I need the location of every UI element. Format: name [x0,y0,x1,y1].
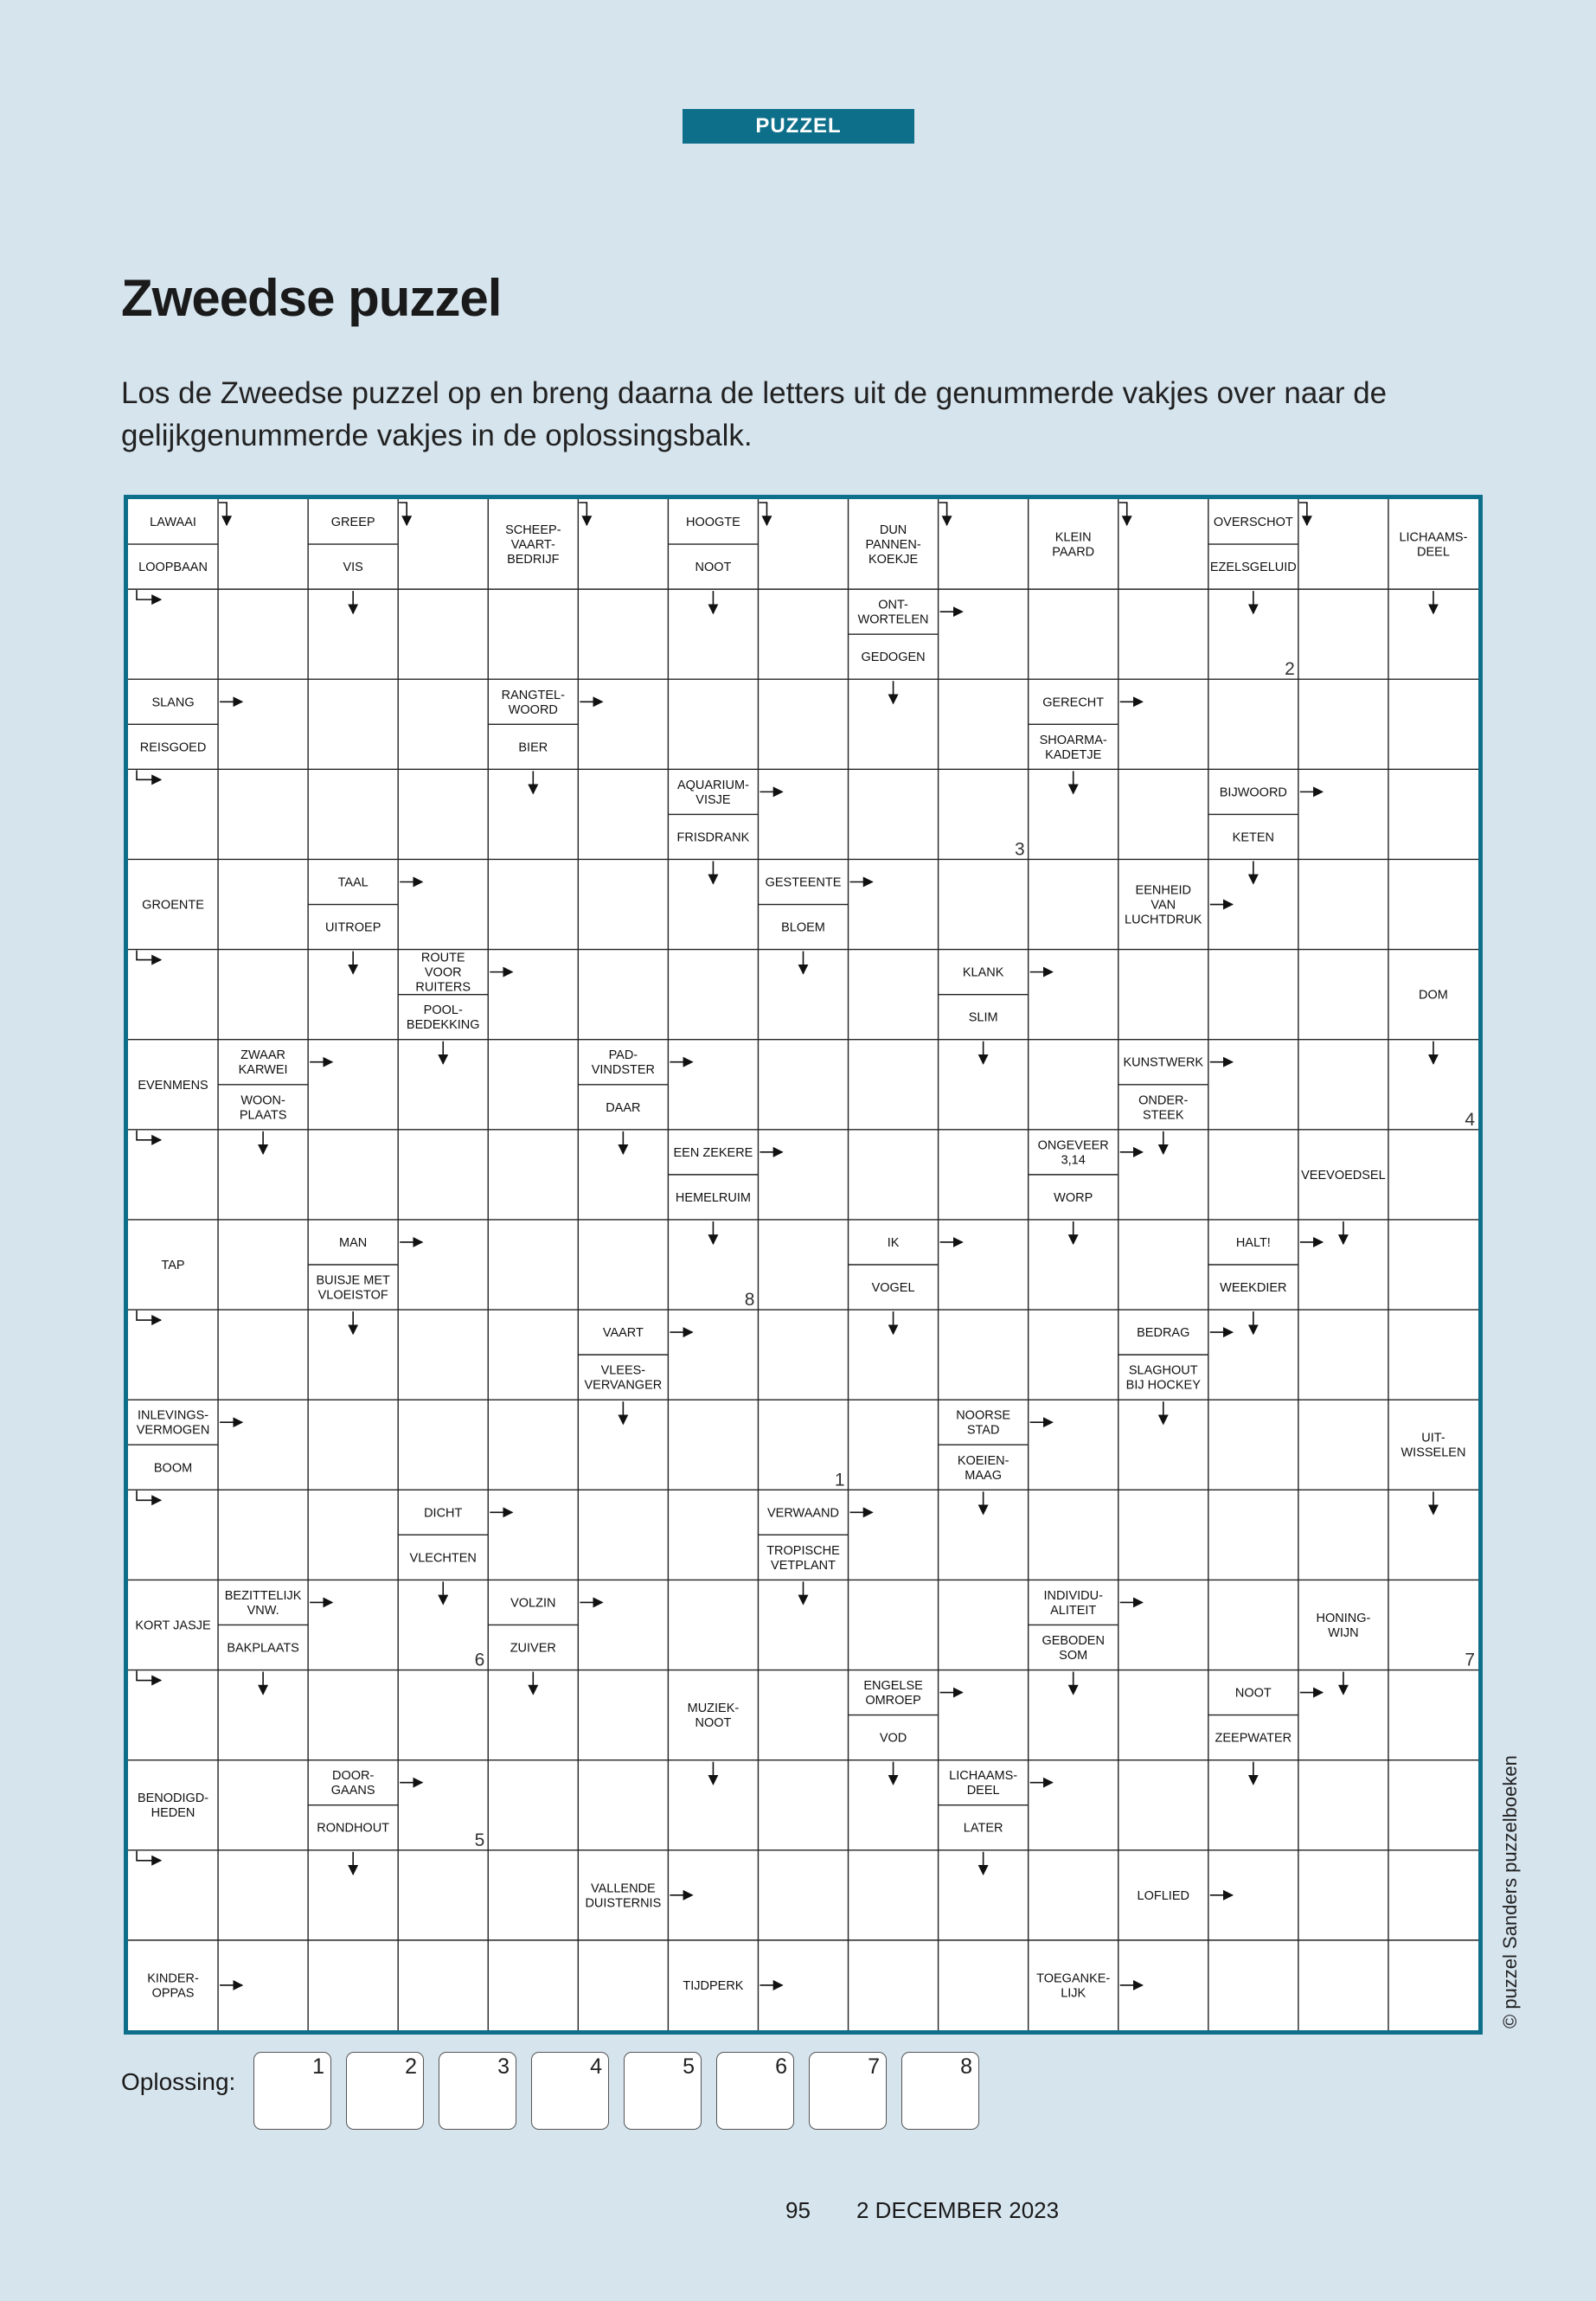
clue-text: VOLZIN [510,1596,556,1611]
clue-text: ONT-WORTELEN [857,598,929,627]
cell-number: 3 [1014,839,1025,860]
clue-text: VERWAAND [767,1506,839,1521]
clue-text: LICHAAMS-DEEL [1399,530,1468,560]
clue-text: SCHEEP-VAART-BEDRIJF [505,523,561,567]
solution-box[interactable] [901,2052,979,2130]
clue-text: GROENTE [142,898,204,913]
clue-text: NOOT [1234,1686,1272,1701]
grid-svg [128,499,1478,2030]
clue-text: UITROEP [324,920,381,935]
copyright-note: © puzzel Sanders puzzelboeken [1499,1755,1521,2029]
clue-text: DAAR [606,1100,641,1115]
clue-text: LICHAAMS-DEEL [949,1769,1018,1798]
clue-text: WEEKDIER [1220,1281,1287,1295]
clue-text: FRISDRANK [676,830,750,845]
clue-arrow [219,503,227,525]
clue-arrow [1119,503,1127,525]
clue-text: VOD [879,1731,907,1746]
cell-number: 4 [1465,1109,1475,1130]
clue-text: PAD-VINDSTER [591,1048,656,1078]
clue-text: BIJWOORD [1219,785,1287,800]
clue-text: KLEIN PAARD [1052,530,1095,560]
cell-number: 2 [1285,659,1295,680]
clue-text: ZEEPWATER [1215,1731,1292,1746]
clue-arrow [579,503,586,525]
clue-text: VEEVOEDSEL [1301,1168,1386,1183]
solution-box-number: 7 [868,2054,880,2079]
clue-text: NOORSE STAD [956,1408,1011,1438]
solution-label: Oplossing: [121,2068,236,2095]
clue-text: ONDER-STEEK [1138,1093,1189,1123]
clue-text: TAP [161,1259,185,1272]
clue-arrow [759,503,766,525]
clue-arrow [137,1671,161,1681]
clue-text: RANGTEL-WOORD [501,688,565,717]
clue-text: VLEES-VERVANGER [584,1363,663,1393]
clue-text: LOFLIED [1137,1888,1189,1903]
solution-box-number: 1 [312,2054,324,2079]
clue-text: KUNSTWERK [1123,1055,1204,1070]
solution-box[interactable] [809,2052,887,2130]
clue-arrow [1299,503,1307,525]
clue-text: WOON-PLAATS [239,1093,287,1123]
clue-text: POOL-BEDEKKING [406,1003,480,1033]
clue-text: KETEN [1232,830,1275,845]
clue-text: BOOM [153,1461,193,1476]
clue-text: HALT! [1235,1236,1271,1250]
clue-text: LOOPBAAN [138,561,208,575]
clue-text: EEN ZEKERE [673,1145,753,1160]
clue-arrow [137,770,161,779]
clue-text: VLECHTEN [409,1551,477,1566]
solution-box-number: 8 [960,2054,972,2079]
clue-text: GESTEENTE [765,875,842,890]
clue-text: INLEVINGS-VERMOGEN [136,1408,210,1438]
section-tag: PUZZEL [683,109,914,144]
clue-text: VAART [602,1326,644,1341]
clue-text: BIER [518,740,548,755]
clue-text: DUN PANNEN-KOEKJE [865,523,921,567]
clue-text: TAAL [337,875,369,890]
clue-text: RONDHOUT [317,1821,390,1836]
clue-text: KORT JASJE [135,1618,211,1633]
clue-text: KINDER-OPPAS [147,1971,199,2001]
clue-text: IK [887,1236,900,1250]
clue-text: ROUTE VOOR RUITERS [415,951,471,995]
solution-box[interactable] [624,2052,702,2130]
page-title: Zweedse puzzel [121,269,502,327]
clue-text: REISGOED [139,740,207,755]
clue-arrow [137,1311,161,1320]
clue-text: ZUIVER [510,1641,556,1656]
clue-text: GEDOGEN [861,651,926,665]
solution-box-number: 6 [775,2054,787,2079]
clue-text: BENODIGD-HEDEN [137,1791,209,1821]
clue-text: LAWAAI [150,516,196,529]
intro-text: Los de Zweedse puzzel op en breng daarna de letters uit de genummerde vakjes over naar de gelijkgenummerde vakjes in de oplossingsbalk. [121,376,1388,452]
clue-text: GREEP [330,516,375,529]
solution-box[interactable] [716,2052,794,2130]
clue-text: MAN [339,1236,368,1250]
clue-arrow [939,503,947,525]
solution-box-number: 4 [590,2054,602,2079]
clue-text: KOEIEN-MAAG [957,1453,1010,1483]
page-number: 95 [785,2197,811,2223]
clue-text: TROPISCHE VETPLANT [766,1543,840,1573]
clue-text: SLANG [151,695,195,710]
clue-text: DOM [1419,988,1448,1003]
clue-text: WORP [1054,1190,1093,1205]
cell-number: 1 [834,1470,845,1490]
clue-text: EENHEID VAN LUCHTDRUK [1125,883,1202,927]
clue-text: NOOT [695,561,732,575]
clue-text: HONING-WIJN [1316,1612,1371,1640]
clue-text: SHOARMA-KADETJE [1039,733,1107,762]
clue-text: BUISJE MET VLOEISTOF [316,1273,390,1303]
clue-text: HOOGTE [686,516,740,529]
clue-arrow [137,1490,161,1500]
clue-text: SLAGHOUT BIJ HOCKEY [1125,1363,1201,1393]
clue-text: UIT-WISSELEN [1401,1431,1466,1460]
clue-arrow [137,1131,161,1140]
clue-text: ENGELSE OMROEP [863,1679,923,1708]
clue-text: DICHT [424,1506,463,1521]
solution-box-number: 5 [683,2054,695,2079]
solution-box-number: 2 [405,2054,417,2079]
clue-text: SLIM [968,1010,998,1025]
clue-text: ZWAAR KARWEI [238,1048,288,1078]
clue-text: VALLENDE DUISTERNIS [585,1881,662,1911]
solution-box[interactable] [253,2052,331,2130]
cell-number: 8 [744,1290,755,1311]
clue-text: ONGEVEER 3,14 [1037,1138,1109,1168]
clue-text: EVENMENS [138,1078,208,1093]
clue-text: BLOEM [781,920,825,935]
clue-text: KLANK [962,965,1004,980]
solution-box-number: 3 [497,2054,510,2079]
clue-arrow [137,1851,161,1861]
cell-number: 7 [1465,1650,1475,1670]
clue-arrow [399,503,407,525]
clue-text: OVERSCHOT [1213,516,1293,529]
clue-text: GEBODEN SOM [1042,1634,1105,1663]
puzzle-grid [124,495,1483,2035]
clue-text: BEZITTELIJK VNW. [224,1588,302,1618]
issue-date: 2 DECEMBER 2023 [856,2197,1060,2223]
solution-box[interactable] [439,2052,516,2130]
cell-number: 5 [474,1830,485,1850]
solution-box[interactable] [531,2052,609,2130]
clue-text: VIS [343,561,363,575]
clue-text: BEDRAG [1137,1326,1190,1341]
clue-text: MUZIEK-NOOT [687,1702,740,1731]
clue-text: TIJDPERK [683,1978,744,1993]
clue-text: AQUARIUM-VISJE [676,778,749,807]
clue-text: TOEGANKE-LIJK [1036,1971,1111,2001]
solution-box[interactable] [346,2052,424,2130]
clue-arrow [137,951,161,960]
clue-text: BAKPLAATS [227,1641,299,1656]
clue-text: HEMELRUIM [675,1190,751,1205]
clue-text: DOOR-GAANS [330,1769,375,1798]
clue-arrow [137,590,161,599]
clue-text: GERECHT [1042,695,1105,710]
cell-number: 6 [474,1650,485,1670]
clue-text: EZELSGELUID [1209,561,1297,575]
clue-text: INDIVIDU-ALITEIT [1043,1588,1103,1618]
clue-text: VOGEL [871,1281,915,1295]
clue-text: LATER [963,1821,1003,1836]
